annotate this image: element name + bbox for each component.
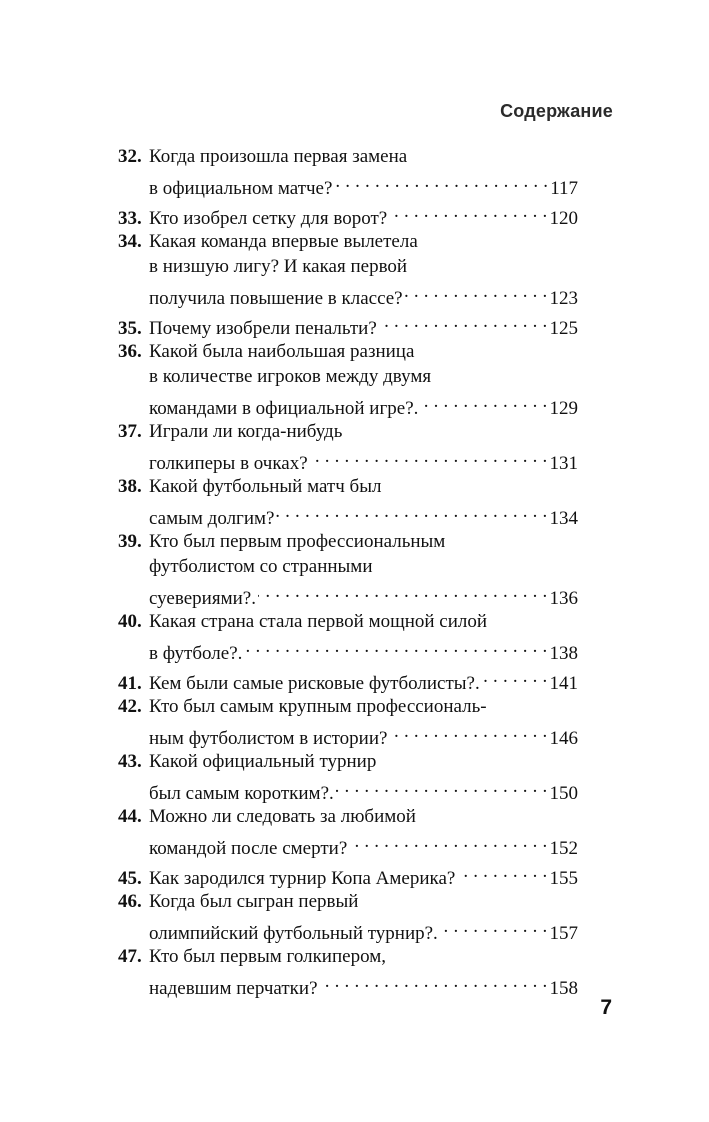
toc-entry[interactable] <box>118 609 578 664</box>
toc-entry-page: 134 <box>549 508 578 529</box>
toc-entry-title: суевериями?. <box>149 588 256 609</box>
toc-entry-page: 141 <box>549 673 578 694</box>
toc-entry-title: Какой была наибольшая разница <box>149 341 415 362</box>
toc-entry[interactable] <box>118 694 578 749</box>
toc-entry-line <box>118 309 578 339</box>
toc-entry-line <box>118 914 578 944</box>
dot-leader <box>276 499 547 524</box>
toc-entry-page: 131 <box>549 453 578 474</box>
toc-entry-line <box>118 749 578 774</box>
toc-entry-number: 40. <box>118 611 142 632</box>
toc-entry-line <box>118 389 578 419</box>
toc-entry-title: самым долгим? <box>149 508 275 529</box>
toc-entry-number: 45. <box>118 868 142 889</box>
toc-entry-line <box>118 859 578 889</box>
toc-entry-title: получила повышение в классе? <box>149 288 403 309</box>
toc-entry-page: 123 <box>549 288 578 309</box>
toc-entry[interactable] <box>118 804 578 859</box>
toc-entry-title: Какая страна стала первой мощной силой <box>149 611 488 632</box>
toc-entry-line <box>118 694 578 719</box>
toc-entry-title: Кто был самым крупным профессиональ- <box>149 696 487 717</box>
toc-entry[interactable] <box>118 309 578 339</box>
dot-leader <box>420 389 547 414</box>
toc-entry-line <box>118 969 578 999</box>
toc-entry-title: Можно ли следовать за любимой <box>149 806 416 827</box>
dot-leader <box>336 774 548 799</box>
running-header: Содержание <box>500 101 613 121</box>
toc-entry-page: 138 <box>549 643 578 664</box>
toc-entry-page: 125 <box>549 318 578 339</box>
toc-entry-page: 120 <box>549 208 578 229</box>
toc-entry-line <box>118 774 578 804</box>
toc-entry[interactable] <box>118 144 578 199</box>
toc-entry-line <box>118 419 578 444</box>
toc-entry-number: 34. <box>118 231 142 252</box>
toc-entry-title: ным футболистом в истории? <box>149 728 388 749</box>
toc-entry-line <box>118 664 578 694</box>
toc-entry[interactable] <box>118 229 578 309</box>
toc-entry-line <box>118 364 578 389</box>
toc-entry-title: футболистом со странными <box>149 556 373 577</box>
toc-entry-line <box>118 254 578 279</box>
toc-entry-number: 44. <box>118 806 142 827</box>
toc-entry-line <box>118 804 578 829</box>
dot-leader <box>389 199 547 224</box>
toc-entry-title: Какой официальный турнир <box>149 751 377 772</box>
toc-entry-title: командой после смерти? <box>149 838 348 859</box>
toc-entry-title: Кем были самые рисковые футболисты?. <box>149 673 480 694</box>
toc-entry-number: 46. <box>118 891 142 912</box>
toc-entry[interactable] <box>118 889 578 944</box>
toc-entry-title: Кто изобрел сетку для ворот? <box>149 208 388 229</box>
toc-entry-line <box>118 229 578 254</box>
toc-entry-line <box>118 474 578 499</box>
toc-entry-number: 36. <box>118 341 142 362</box>
toc-entry-title: голкиперы в очках? <box>149 453 308 474</box>
toc-entry-title: Почему изобрели пенальти? <box>149 318 377 339</box>
toc-entry-number: 32. <box>118 146 142 167</box>
dot-leader <box>457 859 547 884</box>
toc-entry-line <box>118 144 578 169</box>
dot-leader <box>334 169 548 194</box>
toc-entry-number: 35. <box>118 318 142 339</box>
toc-entry-page: 152 <box>549 838 578 859</box>
toc-entry-title: в футболе?. <box>149 643 243 664</box>
dot-leader <box>379 309 548 334</box>
toc-entry-line <box>118 634 578 664</box>
toc-entry-line <box>118 889 578 914</box>
toc-entry-title: в официальном матче? <box>149 178 333 199</box>
toc-entry-number: 42. <box>118 696 142 717</box>
page-number: 7 <box>600 996 612 1019</box>
toc-entry-page: 146 <box>549 728 578 749</box>
toc-entry-line <box>118 199 578 229</box>
dot-leader <box>440 914 548 939</box>
toc-entry-title: надевшим перчатки? <box>149 978 318 999</box>
toc-entry[interactable] <box>118 944 578 999</box>
toc-entry-title: в низшую лигу? И какая первой <box>149 256 408 277</box>
dot-leader <box>482 664 548 689</box>
toc-entry[interactable] <box>118 859 578 889</box>
toc-entry-line <box>118 554 578 579</box>
toc-entry-line <box>118 169 578 199</box>
toc-entry-page: 150 <box>549 783 578 804</box>
toc-entry-line <box>118 444 578 474</box>
toc-entry-title: Какой футбольный матч был <box>149 476 382 497</box>
toc-entry-number: 38. <box>118 476 142 497</box>
toc-entry-title: Как зародился турнир Копа Америка? <box>149 868 456 889</box>
toc-entry-page: 155 <box>549 868 578 889</box>
dot-leader <box>258 579 548 604</box>
toc-entry-line <box>118 279 578 309</box>
dot-leader <box>389 719 547 744</box>
toc-entry-title: Когда произошла первая замена <box>149 146 408 167</box>
table-of-contents <box>118 144 578 999</box>
toc-entry-line <box>118 529 578 554</box>
toc-entry-title: Кто был первым профессиональным <box>149 531 446 552</box>
toc-entry-title: Какая команда впервые вылетела <box>149 231 418 252</box>
toc-entry[interactable] <box>118 199 578 229</box>
toc-entry[interactable] <box>118 664 578 694</box>
toc-entry-number: 39. <box>118 531 142 552</box>
toc-entry[interactable] <box>118 749 578 804</box>
toc-entry-title: в количестве игроков между двумя <box>149 366 432 387</box>
toc-entry-number: 41. <box>118 673 142 694</box>
toc-entry[interactable] <box>118 529 578 609</box>
toc-entry[interactable] <box>118 419 578 474</box>
toc-entry-line <box>118 719 578 749</box>
toc-entry-page: 158 <box>549 978 578 999</box>
toc-entry-number: 43. <box>118 751 142 772</box>
toc-entry-title: Когда был сыгран первый <box>149 891 359 912</box>
toc-entry-page: 136 <box>549 588 578 609</box>
toc-entry-line <box>118 609 578 634</box>
toc-entry[interactable] <box>118 339 578 419</box>
toc-entry-title: был самым коротким?. <box>149 783 334 804</box>
toc-entry[interactable] <box>118 474 578 529</box>
toc-entry-title: командами в официальной игре?. <box>149 398 419 419</box>
toc-entry-number: 33. <box>118 208 142 229</box>
toc-entry-line <box>118 579 578 609</box>
toc-entry-page: 157 <box>549 923 578 944</box>
dot-leader <box>405 279 548 304</box>
toc-entry-page: 129 <box>549 398 578 419</box>
toc-entry-line <box>118 339 578 364</box>
toc-entry-line <box>118 499 578 529</box>
dot-leader <box>320 969 548 994</box>
toc-entry-title: олимпийский футбольный турнир?. <box>149 923 438 944</box>
dot-leader <box>310 444 548 469</box>
dot-leader <box>349 829 547 854</box>
toc-entry-number: 37. <box>118 421 142 442</box>
toc-entry-line <box>118 829 578 859</box>
toc-entry-page: 117 <box>550 178 578 199</box>
dot-leader <box>244 634 547 659</box>
toc-entry-title: Играли ли когда-нибудь <box>149 421 343 442</box>
toc-entry-number: 47. <box>118 946 142 967</box>
toc-entry-title: Кто был первым голкипером, <box>149 946 386 967</box>
toc-entry-line <box>118 944 578 969</box>
